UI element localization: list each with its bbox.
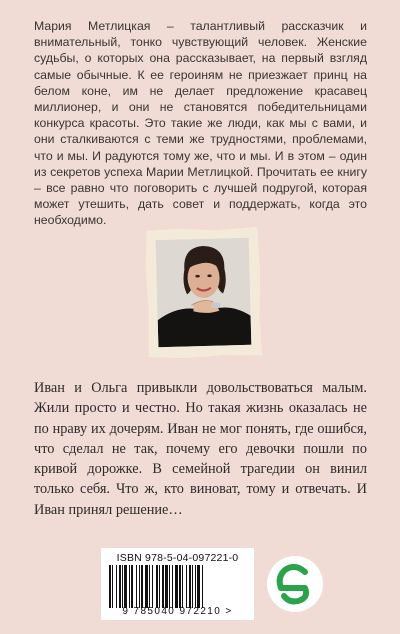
barcode-bars bbox=[109, 565, 246, 608]
book-blurb: Иван и Ольга привыкли довольствоваться малым. Жили просто и честно. Но такая жизнь оказалась не по нраву их дочерям. Иван не мог понять, где ошибся, что сделал не так, почему его девочки пошли по кривой дорожке. В семейной трагедии он винил только себя. Что ж, кто виноват, тому и отвечать. И Иван принял решение… bbox=[34, 380, 367, 518]
isbn-label: ISBN 978-5-04-097221-0 bbox=[116, 552, 239, 564]
publisher-logo-icon bbox=[265, 554, 325, 614]
author-bio: Мария Метлицкая – талантливый рассказчик и внимательный, тонко чувствующий человек. Женские судьбы, о которых она рассказывает, на первый взгляд самые обычные. К ее героиням не приезжает принц на белом коне, им не делает предложение красавец миллионер, и они не становятся победительницами конкурса красоты. Это такие же люди, как мы с вами, и они сталкиваются с теми же трудностями, проблемами, что и мы. И радуются тому же, что и мы. И в этом – один из секретов успеха Марии Метлицкой. Прочитать ее книгу – все равно что поговорить с лучшей подругой, которая может утешить, дать совет и поддержать, когда это необходимо. bbox=[34, 19, 367, 228]
author-photo bbox=[144, 227, 262, 360]
barcode-digits: 9 785040 972210 > bbox=[122, 606, 233, 617]
author-portrait-image bbox=[156, 238, 252, 347]
isbn-barcode bbox=[101, 548, 254, 620]
